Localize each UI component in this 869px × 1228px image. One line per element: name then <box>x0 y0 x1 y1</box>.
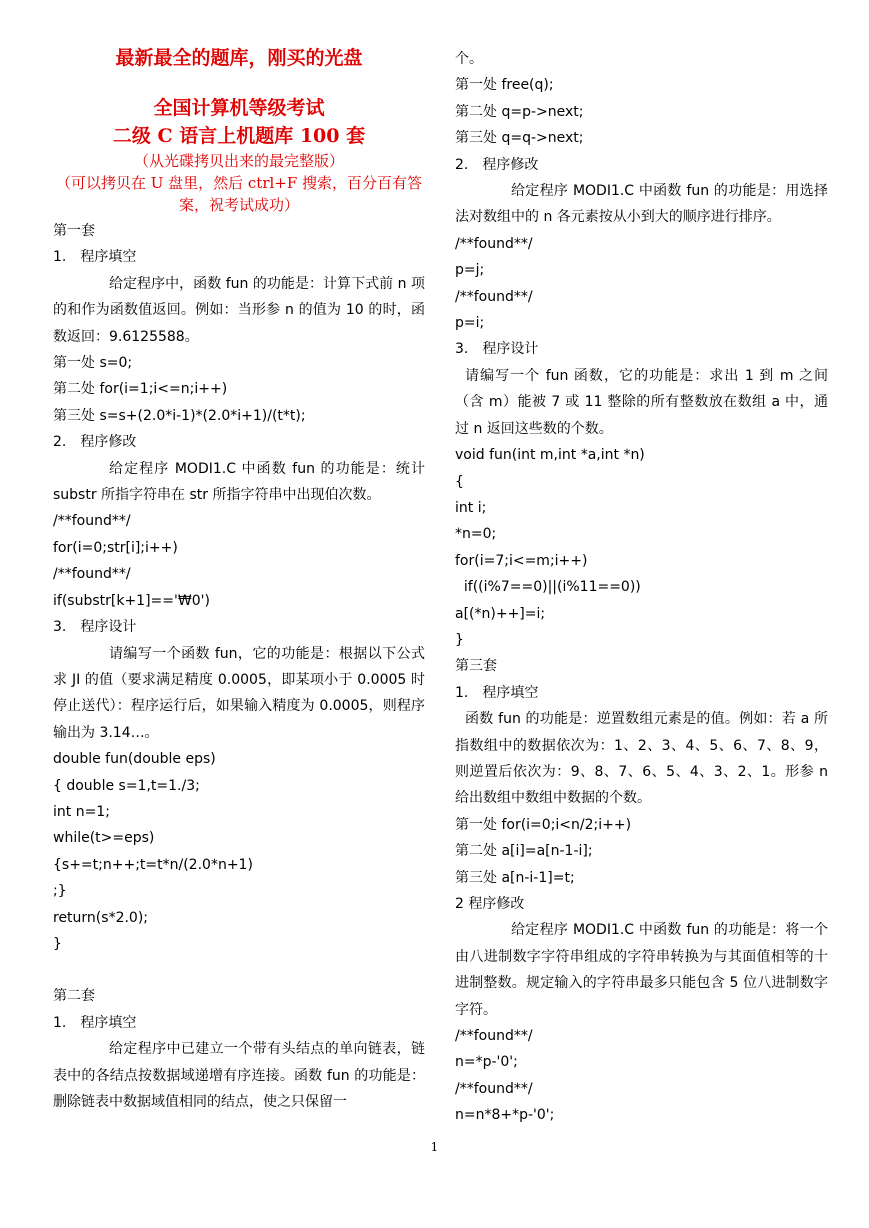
page-number: 1 <box>430 1140 439 1154</box>
code-line: p=j; <box>455 262 485 279</box>
continued-text: 个。 <box>455 51 483 67</box>
problem-text: 给定程序 MODI1.C 中函数 fun 的功能是：将一个由八进制数字字符串组成的字符串转换为与其面值相等的十进制整数。规定输入的字符串最多只能包含 5 位八进制数字字符。 <box>455 922 828 1018</box>
subtitle-version: （从光碟拷贝出来的最完整版） <box>133 152 344 170</box>
section-heading: 2 程序修改 <box>455 896 525 912</box>
answer-line: 第二处 a[i]=a[n-1-i]; <box>455 843 593 860</box>
bank-title: 二级 C 语言上机题库 100 套 <box>112 125 366 147</box>
code-line: ;} <box>53 883 67 900</box>
code-line: void fun(int m,int *a,int *n) <box>455 447 645 464</box>
code-line: double fun(double eps) <box>53 751 216 768</box>
problem-text: 给定程序中，函数 fun 的功能是：计算下式前 n 项的和作为函数值返回。例如：当形参 n 的值为 10 的时，函数返回：9.6125588。 <box>53 275 425 345</box>
section-heading: 3. 程序设计 <box>455 341 539 358</box>
problem-text: 给定程序中已建立一个带有头结点的单向链表，链表中的各结点按数据域递增有序连接。函数 fun 的功能是：删除链表中数据域值相同的结点，使之只保留一 <box>53 1041 425 1110</box>
answer-line: 第一处 free(q); <box>455 77 554 94</box>
section-heading: 1. 程序填空 <box>455 684 539 701</box>
code-line: while(t>=eps) <box>53 830 155 847</box>
found-marker: /**found**/ <box>455 235 533 252</box>
section-heading: 2. 程序修改 <box>53 434 137 451</box>
code-line: int n=1; <box>53 803 110 820</box>
code-line: { <box>455 473 464 490</box>
answer-line: 第三处 s=s+(2.0*i-1)*(2.0*i+1)/(t*t); <box>53 407 306 424</box>
answer-line: 第三处 a[n-i-1]=t; <box>455 869 575 886</box>
section-heading: 1. 程序填空 <box>53 1014 137 1031</box>
code-line: if((i%7==0)||(i%11==0)) <box>455 579 641 596</box>
code-line: } <box>53 935 62 952</box>
found-marker: /**found**/ <box>455 1028 533 1045</box>
code-line: a[(*n)++]=i; <box>455 605 546 622</box>
found-marker: /**found**/ <box>53 566 131 583</box>
found-marker: /**found**/ <box>53 513 131 530</box>
problem-text: 给定程序 MODI1.C 中函数 fun 的功能是：用选择法对数组中的 n 各元素按从小到大的顺序进行排序。 <box>455 183 828 226</box>
code-line: for(i=7;i<=m;i++) <box>455 552 588 569</box>
code-line: } <box>455 631 464 648</box>
code-line: {s+=t;n++;t=t*n/(2.0*n+1) <box>53 856 253 873</box>
set-heading: 第一套 <box>53 223 95 239</box>
section-heading: 2. 程序修改 <box>455 156 539 173</box>
answer-line: 第二处 for(i=1;i<=n;i++) <box>53 381 228 398</box>
problem-text: 请编写一个函数 fun，它的功能是：根据以下公式求 JI 的值（要求满足精度 0.0005，即某项小于 0.0005 时停止送代）：程序运行后，如果输入精度为 0.0005，则程序输出为 3.14…。 <box>53 645 425 741</box>
code-line: for(i=0;str[i];i++) <box>53 539 178 556</box>
code-line: *n=0; <box>455 526 497 543</box>
code-line: if(substr[k+1]=='₩0') <box>53 592 210 609</box>
set-heading: 第二套 <box>53 988 95 1005</box>
right-column <box>455 46 828 1129</box>
problem-text: 函数 fun 的功能是：逆置数组元素是的值。例如：若 a 所指数组中的数据依次为：1、2、3、4、5、6、7、8、9，则逆置后依次为：9、8、7、6、5、4、3、2、1。形参 n 给出数组中数组中数据的个数。 <box>455 711 828 807</box>
answer-line: 第二处 q=p->next; <box>455 103 584 120</box>
code-line: int i; <box>455 499 487 516</box>
subtitle-usage: （可以拷贝在 U 盘里，然后 ctrl+F 搜索，百分百有答案，祝考试成功） <box>55 174 423 214</box>
left-column <box>53 44 425 1115</box>
answer-line: 第一处 s=0; <box>53 355 133 372</box>
set-heading: 第三套 <box>455 658 497 675</box>
exam-title: 全国计算机等级考试 <box>153 97 325 119</box>
code-line: { double s=1,t=1./3; <box>53 777 200 794</box>
section-heading: 1. 程序填空 <box>53 249 137 266</box>
found-marker: /**found**/ <box>455 1080 533 1097</box>
code-line: n=*p-'0'; <box>455 1054 518 1071</box>
code-line: return(s*2.0); <box>53 909 149 926</box>
section-heading: 3. 程序设计 <box>53 619 137 636</box>
answer-line: 第三处 q=q->next; <box>455 130 584 147</box>
answer-line: 第一处 for(i=0;i<n/2;i++) <box>455 816 632 833</box>
banner-title: 最新最全的题库，刚买的光盘 <box>115 47 363 69</box>
problem-text: 请编写一个 fun 函数，它的功能是：求出 1 到 m 之间（含 m）能被 7 或 11 整除的所有整数放在数组 a 中，通过 n 返回这些数的个数。 <box>455 367 828 437</box>
found-marker: /**found**/ <box>455 288 533 305</box>
code-line: p=i; <box>455 315 485 332</box>
code-line: n=n*8+*p-'0'; <box>455 1107 555 1124</box>
problem-text: 给定程序 MODI1.C 中函数 fun 的功能是：统计 substr 所指字符串在 str 所指字符串中出现伯次数。 <box>53 460 425 504</box>
